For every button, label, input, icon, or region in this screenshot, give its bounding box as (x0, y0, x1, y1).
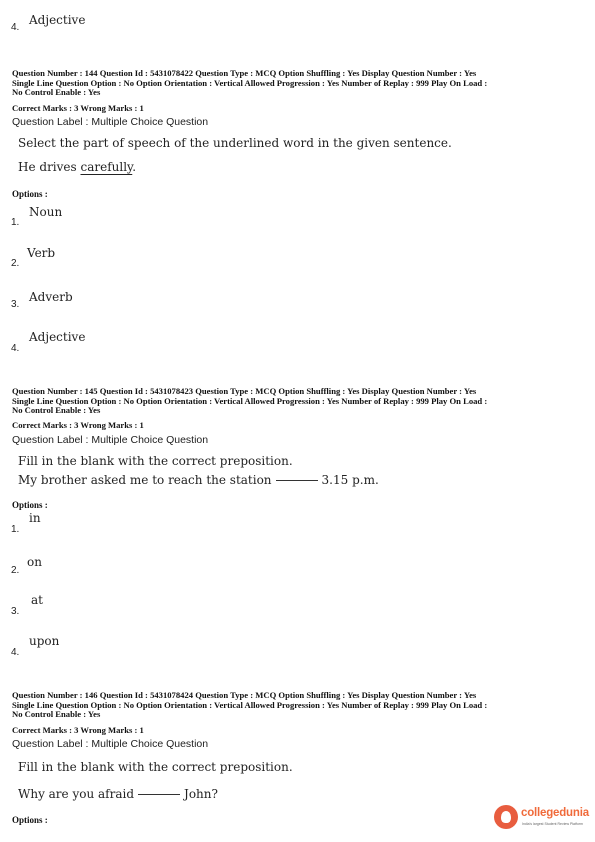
option-text: upon (29, 634, 60, 648)
question-text: Select the part of speech of the underlined word in the given sentence. (18, 136, 452, 150)
option-number: 3. (11, 606, 20, 617)
meta-line: No Control Enable : Yes (12, 405, 101, 416)
question-text: Fill in the blank with the correct preposition. (18, 760, 293, 774)
question-text: Fill in the blank with the correct preposition. (18, 454, 293, 468)
meta-line: No Control Enable : Yes (12, 87, 101, 98)
logo-mascot-icon (494, 805, 518, 829)
question-sentence (18, 787, 218, 801)
question-meta (12, 69, 487, 98)
option-number: 2. (11, 258, 20, 269)
collegedunia-logo (494, 805, 590, 835)
option-text: at (31, 593, 43, 607)
meta-line: No Control Enable : Yes (12, 709, 101, 720)
sentence-start: He drives (18, 160, 81, 174)
question-label: Question Label : Multiple Choice Question (12, 116, 209, 128)
question-label: Question Label : Multiple Choice Question (12, 434, 209, 446)
sentence-start: Why are you afraid (18, 787, 135, 801)
option-text: in (29, 511, 41, 525)
underlined-word: carefully (80, 160, 133, 174)
option-text: Noun (29, 205, 63, 219)
option-text: Adverb (29, 290, 73, 304)
meta-line: Question Number : 145 Question Id : 5431078423 Question Type : MCQ Option Shuffling : Yes Display Question Number : Yes (12, 386, 477, 396)
option-text: on (27, 555, 42, 569)
option-number: 1. (11, 217, 20, 228)
option-number: 4. (11, 647, 20, 658)
options-label: Options : (12, 815, 48, 825)
marks-line: Correct Marks : 3 Wrong Marks : 1 (12, 420, 144, 430)
sentence-start: My brother asked me to reach the station (18, 473, 272, 487)
question-sentence (18, 473, 379, 487)
option-number: 4. (11, 343, 20, 354)
meta-line: Question Number : 144 Question Id : 5431078422 Question Type : MCQ Option Shuffling : Yes Display Question Number : Yes (12, 68, 477, 78)
option-number: 3. (11, 299, 20, 310)
question-label: Question Label : Multiple Choice Question (12, 738, 209, 750)
options-label: Options : (12, 189, 48, 199)
sentence-end: John? (184, 787, 218, 801)
options-label: Options : (12, 500, 48, 510)
logo-tagline: India's largest Student Review Platform (522, 822, 583, 826)
option-number: 1. (11, 524, 20, 535)
meta-line: Single Line Question Option : No Option Orientation : Vertical Allowed Progression : Yes Number of Replay : 999 Play On Load : (12, 77, 488, 88)
option-text: Verb (27, 246, 56, 260)
blank-line (276, 480, 318, 481)
marks-line: Correct Marks : 3 Wrong Marks : 1 (12, 725, 144, 735)
marks-line: Correct Marks : 3 Wrong Marks : 1 (12, 103, 144, 113)
question-sentence (18, 160, 136, 174)
blank-line (138, 794, 180, 795)
option-number: 4. (11, 22, 20, 33)
meta-line: Single Line Question Option : No Option Orientation : Vertical Allowed Progression : Yes Number of Replay : 999 Play On Load : (12, 699, 488, 710)
sentence-end: . (132, 160, 137, 174)
question-meta (12, 691, 487, 720)
option-number: 2. (11, 565, 20, 576)
option-text: Adjective (29, 13, 86, 27)
question-meta (12, 387, 487, 416)
sentence-end: 3.15 p.m. (321, 473, 379, 487)
logo-name: collegedunia (521, 807, 589, 819)
meta-line: Single Line Question Option : No Option Orientation : Vertical Allowed Progression : Yes Number of Replay : 999 Play On Load : (12, 395, 488, 406)
option-text: Adjective (29, 330, 86, 344)
meta-line: Question Number : 146 Question Id : 5431078424 Question Type : MCQ Option Shuffling : Yes Display Question Number : Yes (12, 690, 477, 700)
